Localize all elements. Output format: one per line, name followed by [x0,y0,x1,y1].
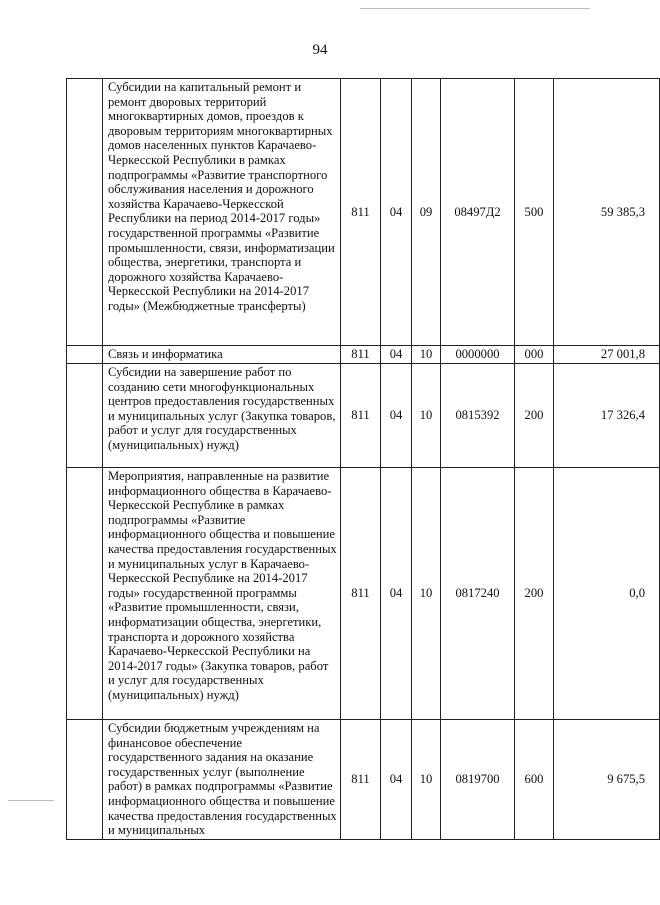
section-code: 04 [381,364,412,468]
target-article-code: 0000000 [441,346,515,364]
target-article-code: 0815392 [441,364,515,468]
expense-type-code: 500 [515,79,554,346]
section-code: 04 [381,346,412,364]
amount: 9 675,5 [554,720,660,840]
subsection-code: 10 [412,346,441,364]
grbs-code: 811 [341,720,381,840]
subsection-code: 10 [412,720,441,840]
subsection-code: 10 [412,364,441,468]
blank-cell [67,468,103,720]
table-row [67,346,660,364]
table-row [67,720,660,840]
section-code: 04 [381,468,412,720]
item-name: Субсидии на завершение работ по созданию сети многофункциональных центров предоставления государственных и муниципальных услуг (Закупка товаров, работ и услуг для государственных (муниципальных) нужд) [103,364,341,468]
expense-type-code: 600 [515,720,554,840]
table-row [67,468,660,720]
blank-cell [67,720,103,840]
expense-type-code: 200 [515,468,554,720]
expense-type-code: 000 [515,346,554,364]
target-article-code: 08497Д2 [441,79,515,346]
amount: 27 001,8 [554,346,660,364]
section-code: 04 [381,79,412,346]
item-name: Мероприятия, направленные на развитие информационного общества в Карачаево-Черкесской Республике в рамках подпрограммы «Развитие информационного общества и повышение качества предоставления государственных и муниципальных услуг в Карачаево-Черкесской Республике на 2014-2017 годы» государственной программы «Развитие промышленности, связи, информатизации общества, энергетики, транспорта и дорожного хозяйства Карачаево-Черкесской Республики на 2014-2017 годы» (Закупка товаров, работ и услуг для государственных (муниципальных) нужд) [103,468,341,720]
expense-type-code: 200 [515,364,554,468]
amount: 59 385,3 [554,79,660,346]
grbs-code: 811 [341,346,381,364]
section-code: 04 [381,720,412,840]
item-name: Субсидии на капитальный ремонт и ремонт дворовых территорий многоквартирных домов, проездов к дворовым территориям многоквартирных домов населенных пунктов Карачаево-Черкесской Республики в рамках подпрограммы «Развитие транспортного обслуживания населения и дорожного хозяйства Карачаево-Черкесской Республики на период 2014-2017 годы» государственной программы «Развитие промышленности, связи, информатизации общества, энергетики, транспорта и дорожного хозяйства Карачаево-Черкесской Республики на 2014-2017 годы» (Межбюджетные трансферты) [103,79,341,346]
table-row [67,364,660,468]
page-number: 94 [312,42,328,58]
table-row [67,79,660,346]
grbs-code: 811 [341,79,381,346]
grbs-code: 811 [341,468,381,720]
amount: 17 326,4 [554,364,660,468]
item-name [103,720,341,840]
scan-noise-top [360,8,590,9]
subsection-code: 09 [412,79,441,346]
blank-cell [67,346,103,364]
budget-table [66,78,660,840]
subsection-code: 10 [412,468,441,720]
grbs-code: 811 [341,364,381,468]
target-article-code: 0817240 [441,468,515,720]
scan-noise-left [8,800,54,801]
item-name-text: Субсидии бюджетным учреждениям на финансовое обеспечение государственного задания на оказание государственных услуг (выполнение работ) в рамках подпрограммы «Развитие информационного общества и повышение качества предоставления государственных и муниципальных [108,721,337,838]
blank-cell [67,79,103,346]
amount: 0,0 [554,468,660,720]
blank-cell [67,364,103,468]
item-name: Связь и информатика [103,346,341,364]
target-article-code: 0819700 [441,720,515,840]
